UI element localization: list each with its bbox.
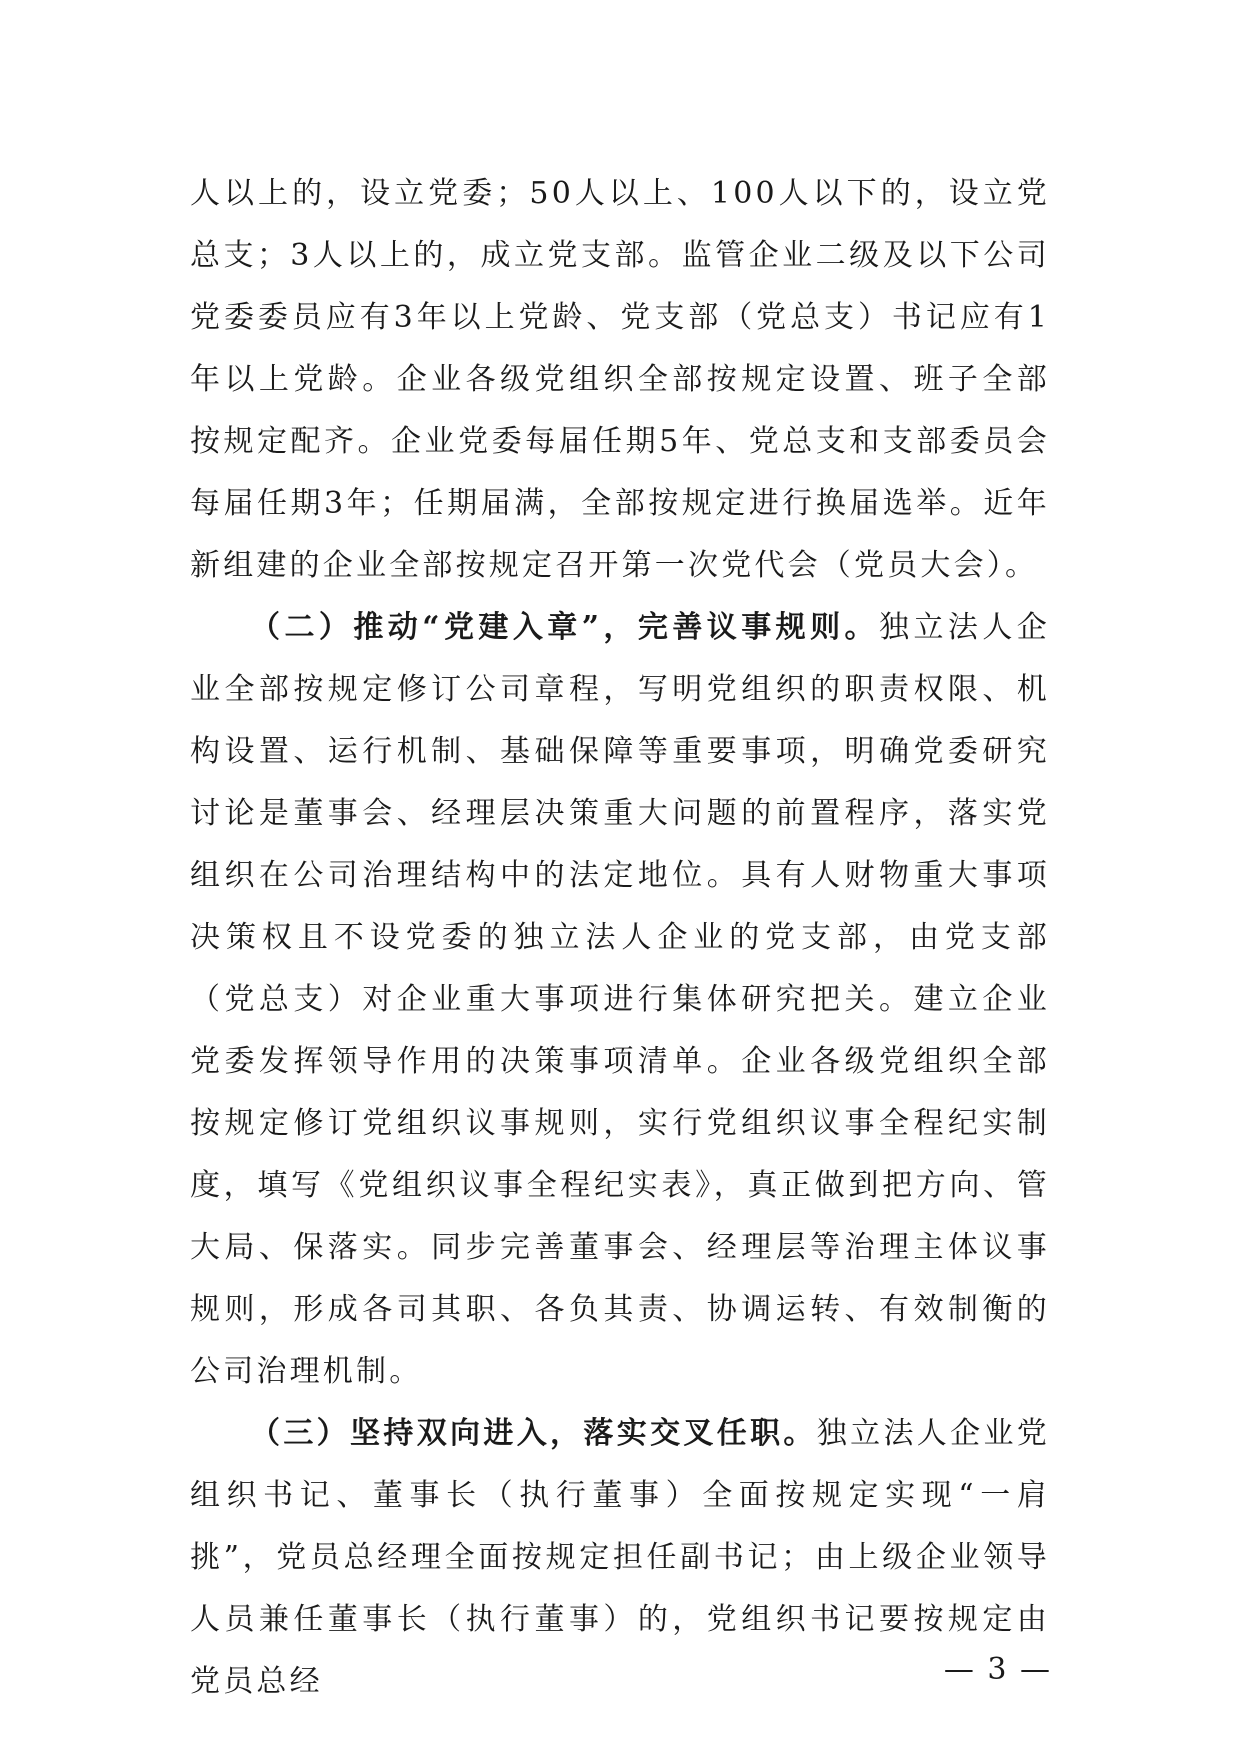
page-number: — 3 — [943, 1652, 1052, 1687]
section-heading-3: （三）坚持双向进入，落实交叉任职。 [250, 1416, 817, 1451]
paragraph-1-text: 人以上的，设立党委；50人以上、100人以下的，设立党总支；3人以上的，成立党支部。监管企业二级及以下公司党委委员应有3年以上党龄、党支部（党总支）书记应有1年以上党龄。企业各级党组织全部按规定设置、班子全部按规定配齐。企业党委每届任期5年、党总支和支部委员会每届任期3年；任期届满，全部按规定进行换届选举。近年新组建的企业全部按规定召开第一次党代会（党员大会）。 [190, 176, 1050, 583]
paragraph-1 [190, 163, 1050, 597]
paragraph-2 [190, 597, 1050, 1403]
paragraph-2-text: 独立法人企业全部按规定修订公司章程，写明党组织的职责权限、机构设置、运行机制、基础保障等重要事项，明确党委研究讨论是董事会、经理层决策重大问题的前置程序，落实党组织在公司治理结构中的法定地位。具有人财物重大事项决策权且不设党委的独立法人企业的党支部，由党支部（党总支）对企业重大事项进行集体研究把关。建立企业党委发挥领导作用的决策事项清单。企业各级党组织全部按规定修订党组织议事规则，实行党组织议事全程纪实制度，填写《党组织议事全程纪实表》，真正做到把方向、管大局、保落实。同步完善董事会、经理层等治理主体议事规则，形成各司其职、各负其责、协调运转、有效制衡的公司治理机制。 [190, 610, 1051, 1389]
paragraph-3 [190, 1403, 1050, 1713]
paragraph-3-text: 独立法人企业党组织书记、董事长（执行董事）全面按规定实现“一肩挑”，党员总经理全面按规定担任副书记；由上级企业领导人员兼任董事长（执行董事）的，党组织书记要按规定由党员总经 [190, 1416, 1050, 1699]
section-heading-2: （二）推动“党建入章”，完善议事规则。 [250, 610, 880, 645]
document-body [190, 163, 1050, 1713]
